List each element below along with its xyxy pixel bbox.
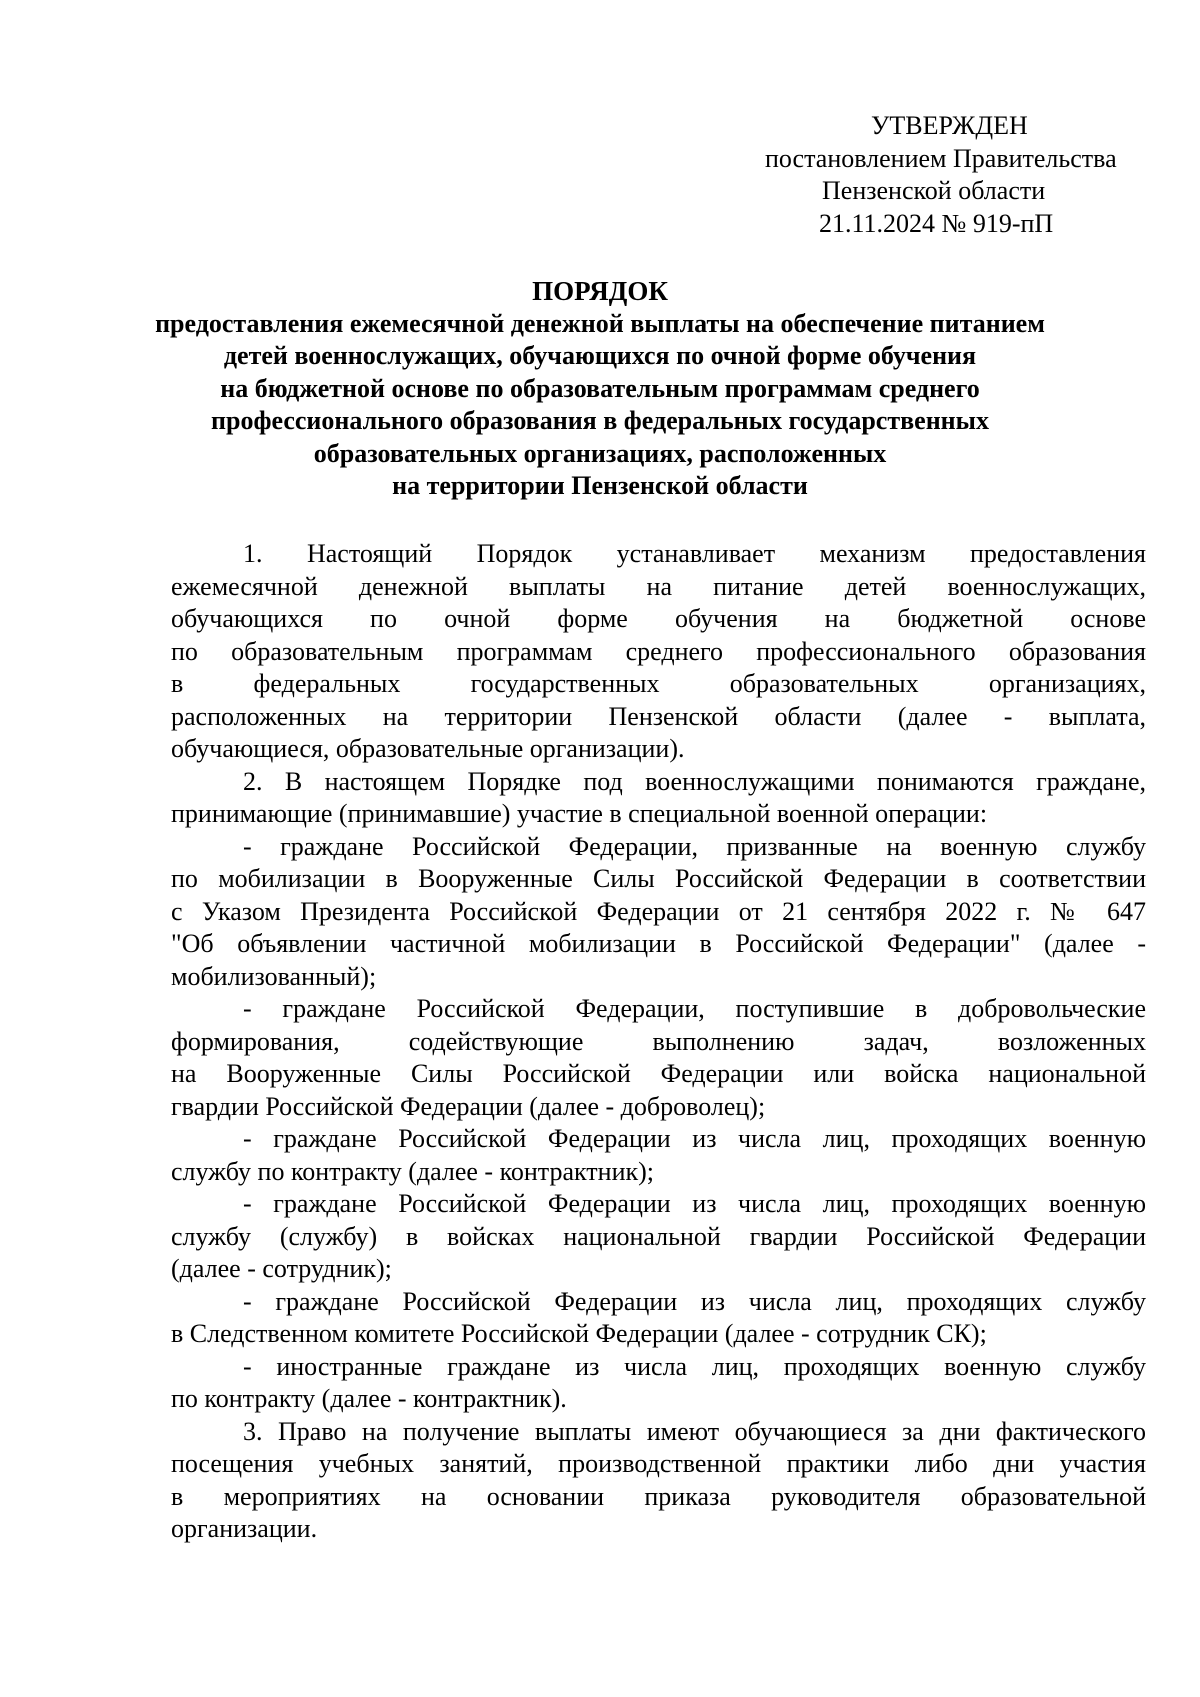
body-line: на Вооруженные Силы Российской Федерации или войска национальной [171, 1059, 1146, 1088]
body-line: "Об объявлении частичной мобилизации в Российской Федерации" (далее - [171, 929, 1146, 958]
approval-stamp [740, 110, 1140, 240]
body-line: формирования, содействующие выполнению задач, возложенных [171, 1026, 1146, 1056]
body-line: принимающие (принимавшие) участие в специальной военной операции: [171, 799, 988, 828]
approval-issuer: постановлением Правительства [765, 143, 1117, 173]
body-line: в федеральных государственных образовательных организациях, [171, 669, 1146, 698]
body-line: 1. Настоящий Порядок устанавливает механизм предоставления [243, 539, 1146, 568]
approval-date-number: 21.11.2024 № 919-пП [819, 208, 1054, 238]
document-body [171, 538, 1146, 1546]
body-line: - граждане Российской Федерации из числа лиц, проходящих военную [243, 1189, 1146, 1218]
title-line: детей военнослужащих, обучающихся по очной форме обучения [223, 341, 977, 370]
body-line: обучающиеся, образовательные организации). [171, 734, 685, 763]
body-line: - граждане Российской Федерации, поступившие в добровольческие [243, 994, 1146, 1023]
body-line: по мобилизации в Вооруженные Силы Российской Федерации в соответствии [171, 864, 1146, 893]
body-line: 3. Право на получение выплаты имеют обучающиеся за дни фактического [243, 1416, 1146, 1446]
body-line: в Следственном комитете Российской Федерации (далее - сотрудник СК); [171, 1319, 987, 1348]
title-line: на бюджетной основе по образовательным программам среднего [220, 373, 980, 403]
approval-title: УТВЕРЖДЕН [871, 111, 1028, 140]
title-line: предоставления ежемесячной денежной выплаты на обеспечение питанием [155, 308, 1045, 338]
title-heading: ПОРЯДОК [532, 276, 668, 306]
body-line: посещения учебных занятий, производственной практики либо дни участия [171, 1449, 1146, 1478]
body-line: по контракту (далее - контрактник). [171, 1384, 567, 1413]
body-line: - граждане Российской Федерации из числа лиц, проходящих военную [243, 1124, 1146, 1153]
document-title [100, 275, 1100, 503]
body-line: (далее - сотрудник); [171, 1254, 392, 1283]
body-line: - граждане Российской Федерации из числа лиц, проходящих службу [243, 1286, 1146, 1316]
title-line: профессионального образования в федеральных государственных [211, 406, 989, 435]
title-line: образовательных организациях, расположенных [313, 438, 887, 468]
body-line: ежемесячной денежной выплаты на питание детей военнослужащих, [171, 571, 1146, 601]
body-line: мобилизованный); [171, 961, 377, 991]
body-line: обучающихся по очной форме обучения на бюджетной основе [171, 604, 1146, 633]
body-line: службу (службу) в войсках национальной гвардии Российской Федерации [171, 1221, 1146, 1251]
body-line: 2. В настоящем Порядке под военнослужащими понимаются граждане, [243, 766, 1146, 796]
body-line: - иностранные граждане из числа лиц, проходящих военную службу [243, 1351, 1146, 1381]
body-line: в мероприятиях на основании приказа руководителя образовательной [171, 1481, 1146, 1511]
body-line: службу по контракту (далее - контрактник); [171, 1156, 655, 1186]
body-line: с Указом Президента Российской Федерации от 21 сентября 2022 г. № 647 [171, 896, 1146, 926]
body-line: - граждане Российской Федерации, призванные на военную службу [243, 831, 1146, 861]
title-line: на территории Пензенской области [392, 471, 808, 500]
body-line: гвардии Российской Федерации (далее - доброволец); [171, 1091, 766, 1121]
approval-region: Пензенской области [822, 176, 1046, 205]
body-line: по образовательным программам среднего профессионального образования [171, 636, 1146, 666]
body-line: организации. [171, 1514, 318, 1543]
body-line: расположенных на территории Пензенской области (далее - выплата, [171, 701, 1146, 731]
